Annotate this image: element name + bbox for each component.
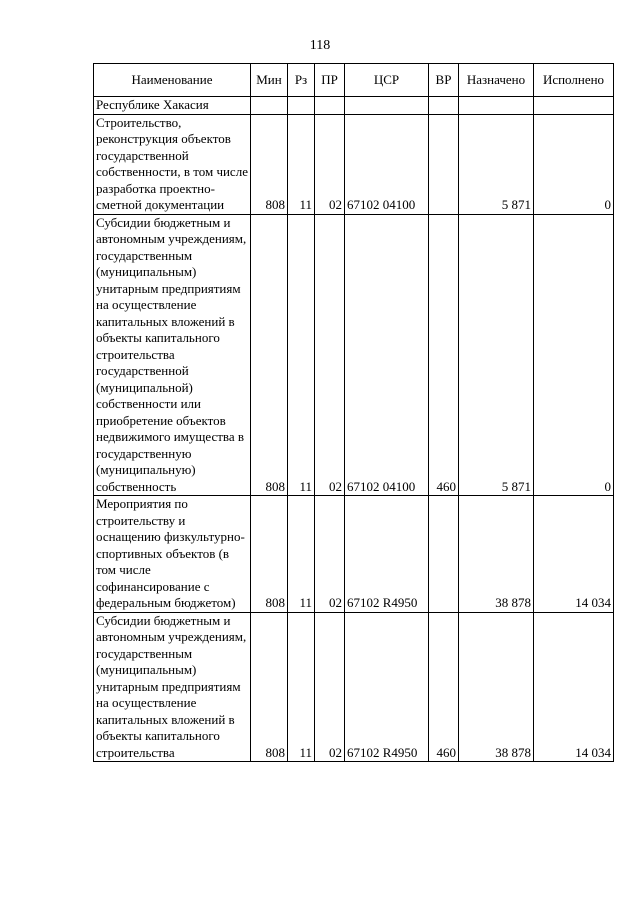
row-naznacheno: 38 878 <box>459 612 534 762</box>
row-name: Мероприятия по строительству и оснащению физкультурно-спортивных объектов (в том числе софинансирование с федеральным бюджетом) <box>94 496 251 613</box>
row-min: 808 <box>251 214 288 496</box>
budget-table <box>93 63 614 762</box>
row-name: Субсидии бюджетным и автономным учреждениям, государственным (муниципальным) унитарным предприятиям на осуществление капитальных вложений в объекты капитального строительства государственной (муниципальной) собственности или приобретение объектов недвижимого имущества в государственную (муниципальную) собственность <box>94 214 251 496</box>
row-pr: 02 <box>315 214 345 496</box>
row-rz: 11 <box>288 612 315 762</box>
row-min: 808 <box>251 114 288 214</box>
row-min: 808 <box>251 496 288 613</box>
header-naznacheno: Назначено <box>459 64 534 97</box>
table-row <box>94 114 614 214</box>
row-naznacheno: 5 871 <box>459 114 534 214</box>
header-ispolneno: Исполнено <box>534 64 614 97</box>
header-rz: Рз <box>288 64 315 97</box>
row-pr: 02 <box>315 612 345 762</box>
row-rz: 11 <box>288 114 315 214</box>
header-min: Мин <box>251 64 288 97</box>
row-ispolneno: 0 <box>534 214 614 496</box>
row-vr <box>429 114 459 214</box>
header-vr: ВР <box>429 64 459 97</box>
table-row <box>94 496 614 613</box>
row-name: Строительство, реконструкция объектов государственной собственности, в том числе разработка проектно-сметной документации <box>94 114 251 214</box>
row-vr: 460 <box>429 214 459 496</box>
row-vr <box>429 496 459 613</box>
header-pr: ПР <box>315 64 345 97</box>
row-csr: 67102 R4950 <box>345 496 429 613</box>
row-csr: 67102 R4950 <box>345 612 429 762</box>
table-row-continuation <box>94 97 614 115</box>
row-name: Субсидии бюджетным и автономным учреждениям, государственным (муниципальным) унитарным предприятиям на осуществление капитальных вложений в объекты капитального строительства <box>94 612 251 762</box>
table-row <box>94 214 614 496</box>
header-name: Наименование <box>94 64 251 97</box>
row-naznacheno: 5 871 <box>459 214 534 496</box>
header-csr: ЦСР <box>345 64 429 97</box>
row-pr: 02 <box>315 496 345 613</box>
row-rz: 11 <box>288 214 315 496</box>
row-ispolneno: 14 034 <box>534 612 614 762</box>
row-min: 808 <box>251 612 288 762</box>
table-header-row <box>94 64 614 97</box>
row-csr: 67102 04100 <box>345 114 429 214</box>
row-ispolneno: 0 <box>534 114 614 214</box>
continuation-name: Республике Хакасия <box>94 97 251 115</box>
row-rz: 11 <box>288 496 315 613</box>
row-vr: 460 <box>429 612 459 762</box>
table-row <box>94 612 614 762</box>
page-number: 118 <box>309 38 331 53</box>
row-pr: 02 <box>315 114 345 214</box>
row-naznacheno: 38 878 <box>459 496 534 613</box>
row-csr: 67102 04100 <box>345 214 429 496</box>
row-ispolneno: 14 034 <box>534 496 614 613</box>
